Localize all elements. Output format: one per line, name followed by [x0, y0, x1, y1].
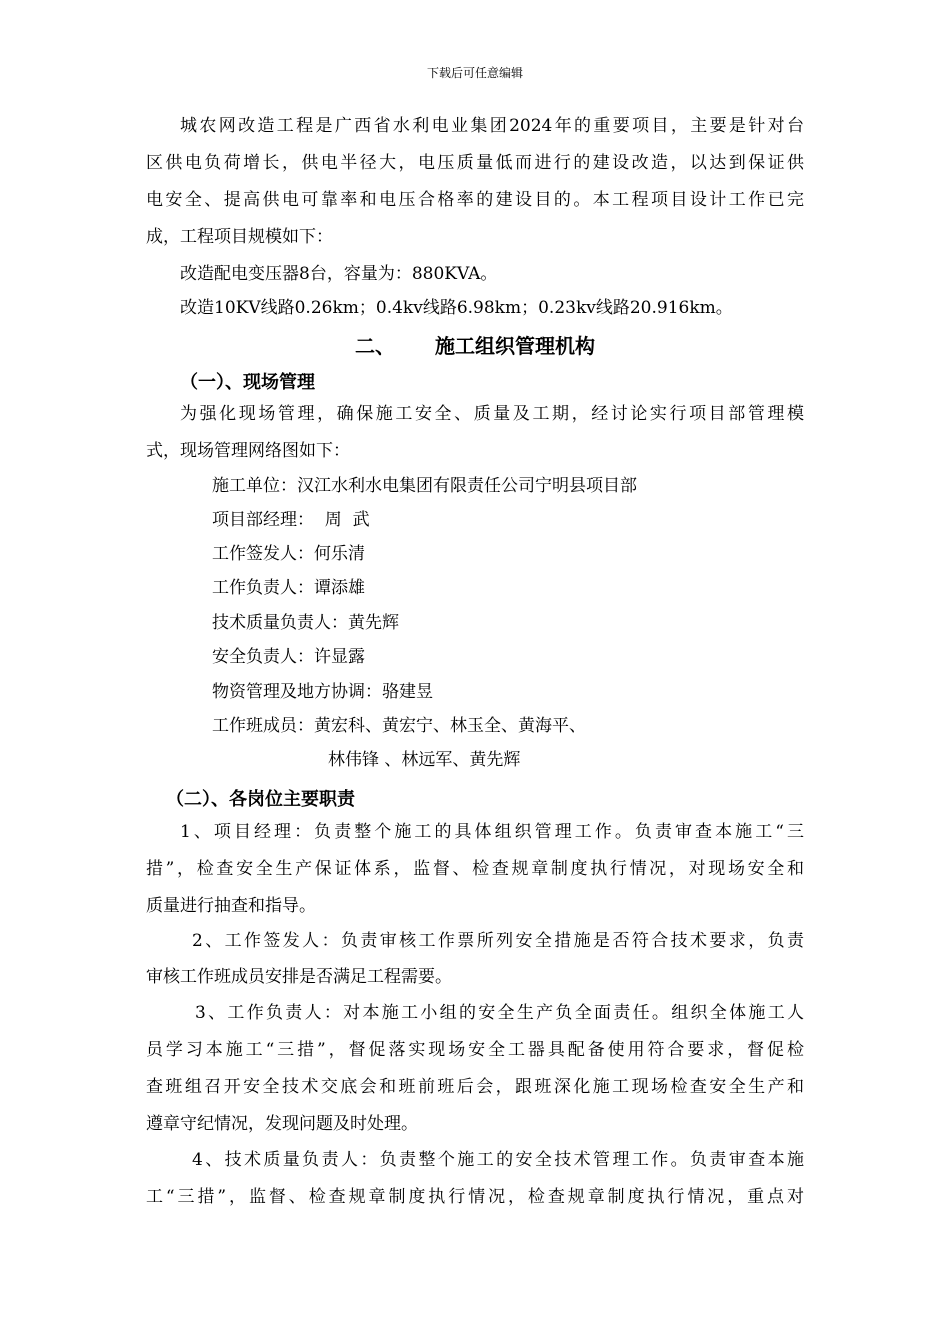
section-number: 二、 — [355, 334, 395, 358]
sub1-para-line-2: 式，现场管理网络图如下： — [146, 441, 350, 461]
duty-3-line-4: 遵章守纪情况，发现问题及时处理。 — [146, 1114, 418, 1134]
intro-transformers: 改造配电变压器8台，容量为：880KVA。 — [180, 264, 498, 284]
duty-1-line-1: 1、项目经理：负责整个施工的具体组织管理工作。负责审查本施工“三 — [180, 822, 804, 842]
duty-4-line-2: 工“三措”，监督、检查规章制度执行情况，检查规章制度执行情况，重点对 — [146, 1187, 804, 1207]
section-title: 施工组织管理机构 — [435, 334, 595, 358]
role-manager: 项目部经理： 周 武 — [212, 510, 370, 530]
subsection-1-title: （一）、现场管理 — [180, 372, 315, 393]
role-team-1: 工作班成员：黄宏科、黄宏宁、林玉全、黄海平、 — [212, 716, 586, 736]
intro-line-3: 电安全、提高供电可靠率和电压合格率的建设目的。本工程项目设计工作已完 — [146, 190, 804, 210]
duty-1-line-3: 质量进行抽查和指导。 — [146, 896, 316, 916]
duty-3-line-2: 员学习本施工“三措”，督促落实现场安全工器具配备使用符合要求，督促检 — [146, 1040, 804, 1060]
duty-1-line-2: 措”，检查安全生产保证体系，监督、检查规章制度执行情况，对现场安全和 — [146, 859, 804, 879]
subsection-2-title: （二）、各岗位主要职责 — [166, 789, 355, 810]
role-issuer: 工作签发人：何乐清 — [212, 544, 365, 564]
role-unit: 施工单位：汉江水利水电集团有限责任公司宁明县项目部 — [212, 476, 637, 496]
role-quality: 技术质量负责人：黄先辉 — [212, 613, 399, 633]
role-materials: 物资管理及地方协调：骆建昱 — [212, 682, 433, 702]
duty-2-line-1: 2、工作签发人：负责审核工作票所列安全措施是否符合技术要求，负责 — [192, 931, 804, 951]
duty-4-line-1: 4、技术质量负责人：负责整个施工的安全技术管理工作。负责审查本施 — [192, 1150, 804, 1170]
intro-lines: 改造10KV线路0.26km；0.4kv线路6.98km；0.23kv线路20.916km。 — [180, 298, 733, 318]
duty-2-line-2: 审核工作班成员安排是否满足工程需要。 — [146, 967, 452, 987]
duty-3-line-1: 3、工作负责人：对本施工小组的安全生产负全面责任。组织全体施工人 — [195, 1003, 804, 1023]
section-heading — [0, 330, 950, 359]
intro-line-4: 成，工程项目规模如下： — [146, 227, 333, 247]
role-team-2: 林伟锋 、林远军、黄先辉 — [328, 750, 521, 770]
duty-3-line-3: 查班组召开安全技术交底会和班前班后会，跟班深化施工现场检查安全生产和 — [146, 1077, 804, 1097]
page-header-note: 下载后可任意编辑 — [426, 66, 523, 80]
intro-line-1: 城农网改造工程是广西省水利电业集团2024年的重要项目，主要是针对台 — [180, 116, 804, 136]
role-safety: 安全负责人：许显露 — [212, 647, 365, 667]
sub1-para-line-1: 为强化现场管理，确保施工安全、质量及工期，经讨论实行项目部管理模 — [180, 404, 804, 424]
intro-line-2: 区供电负荷增长，供电半径大，电压质量低而进行的建设改造，以达到保证供 — [146, 153, 804, 173]
role-leader: 工作负责人：谭添雄 — [212, 578, 365, 598]
